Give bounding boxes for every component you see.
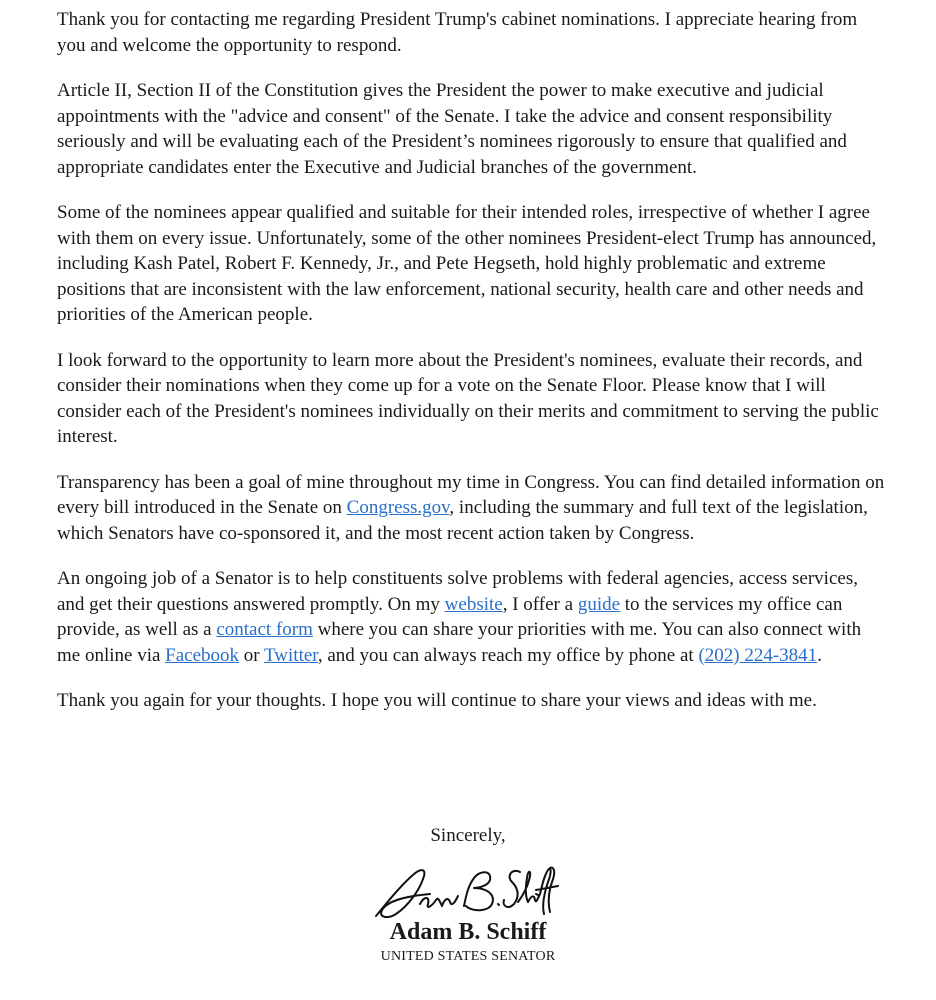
twitter-link[interactable]: Twitter	[264, 644, 318, 666]
paragraph-greeting: Thank you for contacting me regarding President Trump's cabinet nominations. I appreciate hearing from you and welcome the opportunity to respond.	[57, 9, 858, 56]
signer-title: UNITED STATES SENATOR	[380, 949, 556, 964]
facebook-link[interactable]: Facebook	[165, 644, 240, 666]
signer-name: Adam B. Schiff	[389, 919, 547, 945]
services-text-5: or	[239, 644, 265, 666]
services-text-2: , I offer a	[502, 593, 578, 615]
website-link[interactable]: website	[444, 593, 503, 615]
contact-form-link[interactable]: contact form	[216, 619, 313, 640]
phone-link[interactable]: (202) 224-3841	[698, 644, 818, 666]
transparency-text-2: , including the summary and full text of the legislation, which Senators have co-sponsored it, and the most recent action taken by Congress.	[57, 497, 868, 544]
handwritten-signature	[368, 856, 568, 926]
services-text-1: An ongoing job of a Senator is to help constituents solve problems with federal agencies, access services, and get their questions answered promptly. On my	[57, 568, 858, 615]
paragraph-services	[57, 566, 887, 668]
closing-salutation: Sincerely,	[430, 825, 506, 846]
congress-gov-link[interactable]: Congress.gov	[346, 497, 450, 518]
transparency-text-1: Transparency has been a goal of mine throughout my time in Congress. You can find detailed information on every bill introduced in the Senate on	[57, 471, 885, 518]
paragraph-evaluate: I look forward to the opportunity to learn more about the President's nominees, evaluate their records, and consider their nominations when they come up for a vote on the Senate Floor. Please know that I will consider each of the President's nominees individually on their merits and commitment to serving the public interest.	[57, 349, 879, 447]
letter-body	[57, 7, 887, 734]
guide-link[interactable]: guide	[577, 593, 621, 615]
paragraph-transparency	[57, 470, 887, 547]
paragraph-constitution: Article II, Section II of the Constitution gives the President the power to make executive and judicial appointments with the "advice and consent" of the Senate. I take the advice and consent responsibility seriously and will be evaluating each of the President’s nominees rigorously to ensure that qualified and appropriate candidates enter the Executive and Judicial branches of the government.	[57, 80, 847, 178]
paragraph-nominees: Some of the nominees appear qualified and suitable for their intended roles, irrespective of whether I agree with them on every issue. Unfortunately, some of the other nominees President-elect Trump has announced, including Kash Patel, Robert F. Kennedy, Jr., and Pete Hegseth, hold highly problematic and extreme positions that are inconsistent with the law enforcement, national security, health care and other needs and priorities of the American people.	[57, 202, 877, 325]
services-text-6: , and you can always reach my office by phone at	[317, 644, 699, 666]
services-text-4: where you can share your priorities with me. You can also connect with me online via	[57, 619, 862, 666]
paragraph-thanks: Thank you again for your thoughts. I hope you will continue to share your views and ideas with me.	[57, 690, 817, 711]
services-text-3: to the services my office can provide, as well as a	[57, 593, 843, 640]
services-text-7: .	[817, 644, 822, 666]
